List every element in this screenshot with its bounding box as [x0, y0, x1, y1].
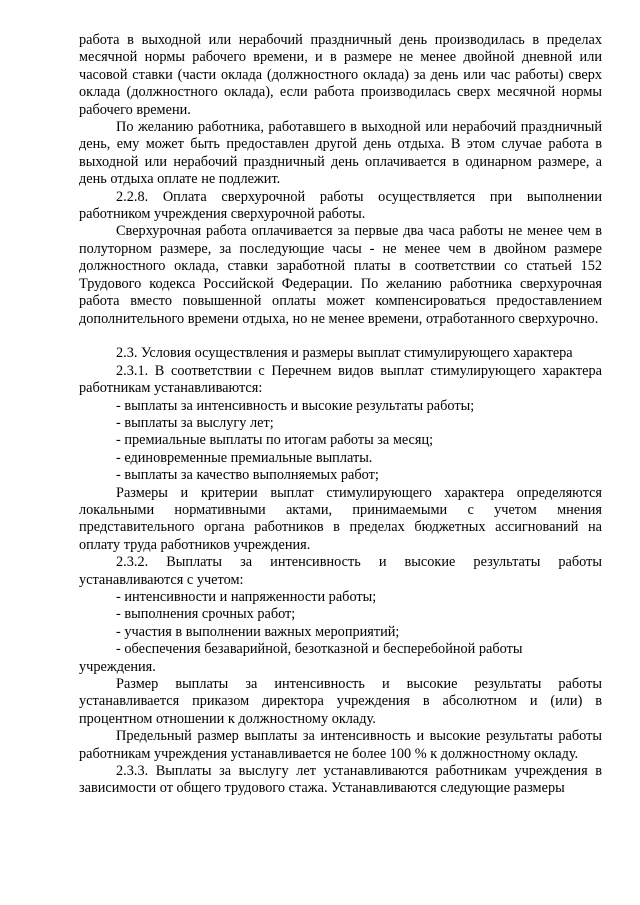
paragraph-2-2-8: 2.2.8. Оплата сверхурочной работы осуществляется при выполнении работником учреждения сверхурочной работы. [79, 188, 602, 223]
paragraph-2-3-2: 2.3.2. Выплаты за интенсивность и высокие результаты работы устанавливаются с учетом: [79, 554, 602, 588]
paragraph-day-off-option: По желанию работника, работавшего в выходной или нерабочий праздничный день, ему может быть предоставлен другой день отдыха. В этом случае работа в выходной или нерабочий праздничный день оплачивается в одинарном размере, а день отдыха оплате не подлежит. [79, 119, 602, 188]
list-item: - выполнения срочных работ; [116, 606, 296, 623]
paragraph-holiday-work-continuation: работа в выходной или нерабочий праздничный день производилась в пределах месячной нормы рабочего времени, и в размере не менее двойной дневной или часовой ставки (части оклада (должностного оклада) за день или час работы) сверх оклада (должностного оклада), если работа производилась сверх месячной нормы рабочего времени. [79, 32, 602, 118]
list-item: - участия в выполнении важных мероприятий; [116, 623, 400, 640]
paragraph-criteria: Размеры и критерии выплат стимулирующего характера определяются локальными нормативными актами, принимаемыми с учетом мнения представительного органа работников в пределах бюджетных ассигнований на оплату труда работников учреждения. [79, 484, 602, 553]
list-item: - выплаты за выслугу лет; [116, 414, 274, 431]
list-item: - выплаты за интенсивность и высокие результаты работы; [116, 397, 475, 414]
list-item: - премиальные выплаты по итогам работы за месяц; [116, 432, 434, 449]
paragraph-2-3-3: 2.3.3. Выплаты за выслугу лет устанавливаются работникам учреждения в зависимости от общего трудового стажа. Устанавливаются следующие размеры [79, 763, 602, 797]
list-item: - выплаты за качество выполняемых работ; [116, 467, 379, 484]
section-heading-2-3: 2.3. Условия осуществления и размеры выплат стимулирующего характера [116, 345, 573, 362]
list-item: - обеспечения безаварийной, безотказной и бесперебойной работы [116, 641, 523, 658]
paragraph-overtime-payment: Сверхурочная работа оплачивается за первые два часа работы не менее чем в полуторном размере, за последующие часы - не менее чем в двойном размере должностного оклада, ставки заработной платы в соответствии со статьей 152 Трудового кодекса Российской Федерации. По желанию работника сверхурочная работа вместо повышенной оплаты может компенсироваться предоставлением дополнительного времени отдыха, но не менее времени, отработанного сверхурочно. [79, 223, 602, 327]
paragraph-payment-limit: Предельный размер выплаты за интенсивность и высокие результаты работы работникам учреждения устанавливается не более 100 % к должностному окладу. [79, 728, 602, 762]
paragraph-payment-size: Размер выплаты за интенсивность и высокие результаты работы устанавливается приказом директора учреждения в абсолютном и (или) в процентном отношении к должностному окладу. [79, 676, 602, 727]
list-item: - интенсивности и напряженности работы; [116, 588, 377, 605]
list-item: - единовременные премиальные выплаты. [116, 449, 373, 466]
section-gap [79, 328, 602, 345]
list-item-continuation: учреждения. [79, 658, 156, 675]
paragraph-2-3-1: 2.3.1. В соответствии с Перечнем видов выплат стимулирующего характера работникам устанавливаются: [79, 362, 602, 397]
